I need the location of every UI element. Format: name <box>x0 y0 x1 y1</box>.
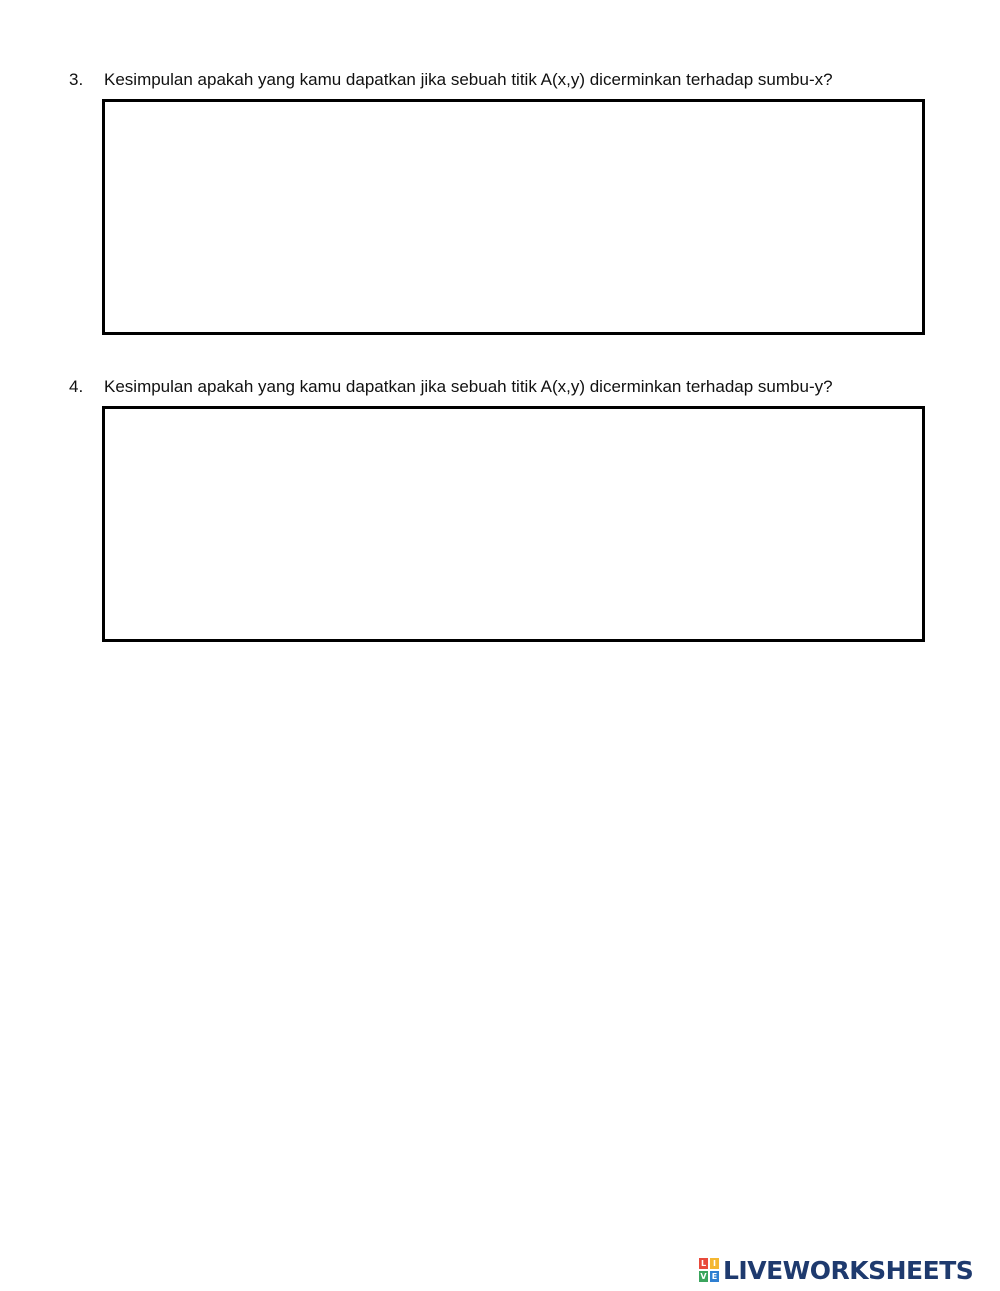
liveworksheets-logo-icon <box>698 1257 720 1283</box>
logo-wordmark: LIVEWORKSHEETS <box>723 1255 974 1285</box>
liveworksheets-logo <box>698 1256 973 1284</box>
question-text: Kesimpulan apakah yang kamu dapatkan jika sebuah titik A(x,y) dicerminkan terhadap sumbu-x? <box>104 70 833 89</box>
logo-letter-l: L <box>698 1257 709 1270</box>
logo-letter-i: I <box>709 1257 720 1270</box>
answer-box-question-3[interactable] <box>102 99 925 335</box>
question-number: 4. <box>69 377 84 396</box>
logo-letter-e: E <box>709 1270 720 1283</box>
logo-letter-v: V <box>698 1270 709 1283</box>
question-text: Kesimpulan apakah yang kamu dapatkan jika sebuah titik A(x,y) dicerminkan terhadap sumbu-y? <box>104 377 833 396</box>
question-number: 3. <box>69 70 84 89</box>
answer-box-question-4[interactable] <box>102 406 925 642</box>
